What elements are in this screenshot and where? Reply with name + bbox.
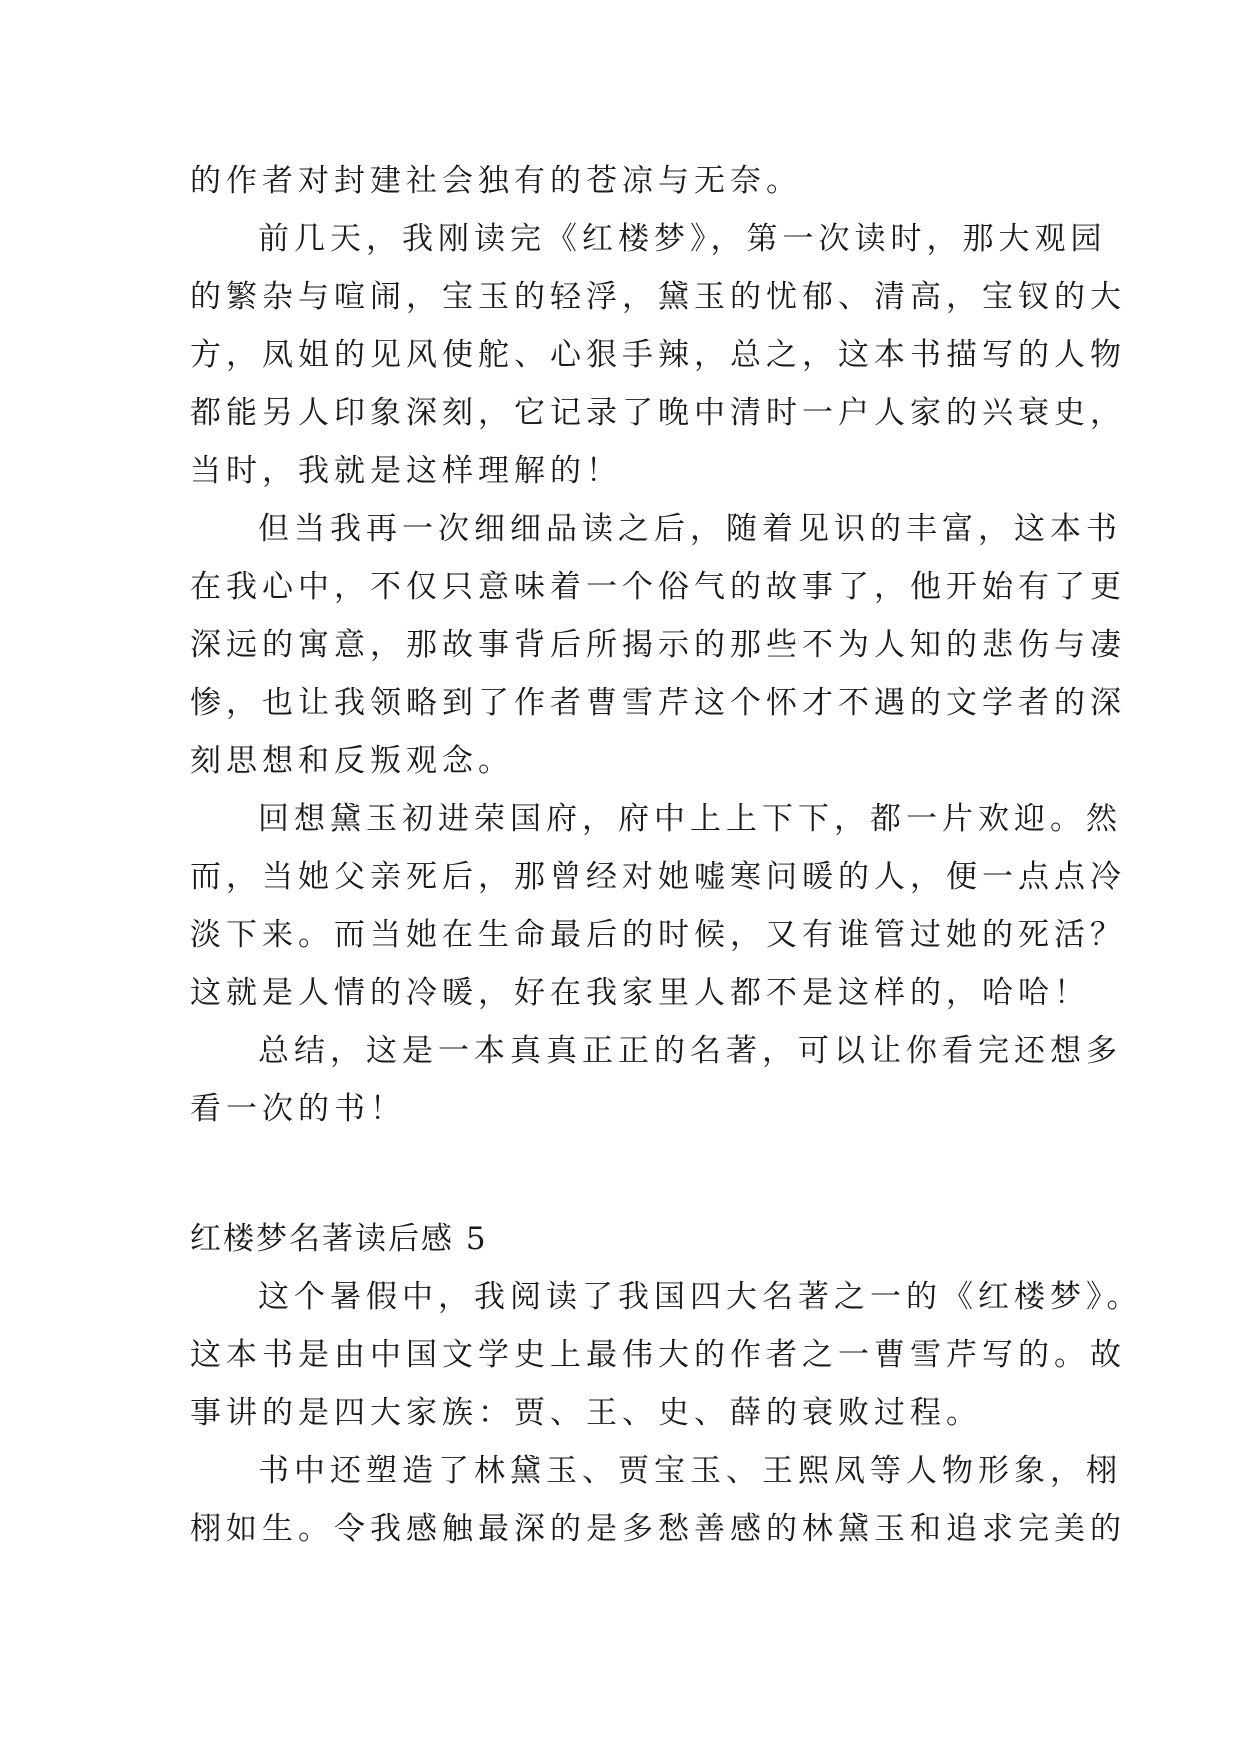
paragraph-line: 回想黛玉初进荣国府，府中上上下下，都一片欢迎。然: [258, 801, 1122, 837]
paragraph-line: 在我心中，不仅只意味着一个俗气的故事了，他开始有了更: [190, 569, 1126, 605]
paragraph-line: 事讲的是四大家族：贾、王、史、薛的衰败过程。: [190, 1395, 982, 1431]
paragraph-line: 当时，我就是这样理解的！: [190, 453, 622, 489]
paragraph-line: 这个暑假中，我阅读了我国四大名著之一的《红楼梦》。: [258, 1279, 1143, 1315]
paragraph-line: 这本书是由中国文学史上最伟大的作者之一曹雪芹写的。故: [190, 1337, 1126, 1373]
paragraph-line: 淡下来。而当她在生命最后的时候，又有谁管过她的死活？: [190, 917, 1126, 953]
paragraph-line: 方，凤姐的见风使舵、心狠手辣，总之，这本书描写的人物: [190, 337, 1126, 373]
section-spacer: [190, 1138, 1060, 1210]
paragraph-line: 书中还塑造了林黛玉、贾宝玉、王熙凤等人物形象，栩: [258, 1453, 1122, 1489]
paragraph-line: 都能另人印象深刻，它记录了晚中清时一户人家的兴衰史，: [190, 395, 1126, 431]
paragraph-line: 的繁杂与喧闹，宝玉的轻浮，黛玉的忧郁、清高，宝钗的大: [190, 279, 1126, 315]
paragraph-line: 总结，这是一本真真正正的名著，可以让你看完还想多: [258, 1033, 1122, 1069]
paragraph-line: 这就是人情的冷暖，好在我家里人都不是这样的，哈哈！: [190, 975, 1090, 1011]
document-body: [190, 152, 1143, 1558]
paragraph-line: 栩如生。令我感触最深的是多愁善感的林黛玉和追求完美的: [190, 1511, 1126, 1547]
paragraph-line: 的作者对封建社会独有的苍凉与无奈。: [190, 163, 802, 199]
paragraph-line: 惨，也让我领略到了作者曹雪芹这个怀才不遇的文学者的深: [190, 685, 1126, 721]
section-heading: 红楼梦名著读后感 5: [190, 1221, 488, 1257]
paragraph-line: 看一次的书！: [190, 1091, 406, 1127]
paragraph-line: 前几天，我刚读完《红楼梦》，第一次读时，那大观园: [258, 221, 1107, 257]
paragraph-line: 但当我再一次细细品读之后，随着见识的丰富，这本书: [258, 511, 1122, 547]
paragraph-line: 深远的寓意，那故事背后所揭示的那些不为人知的悲伤与凄: [190, 627, 1126, 663]
paragraph-line: 而，当她父亲死后，那曾经对她嘘寒问暖的人，便一点点冷: [190, 859, 1126, 895]
paragraph-line: 刻思想和反叛观念。: [190, 743, 514, 779]
